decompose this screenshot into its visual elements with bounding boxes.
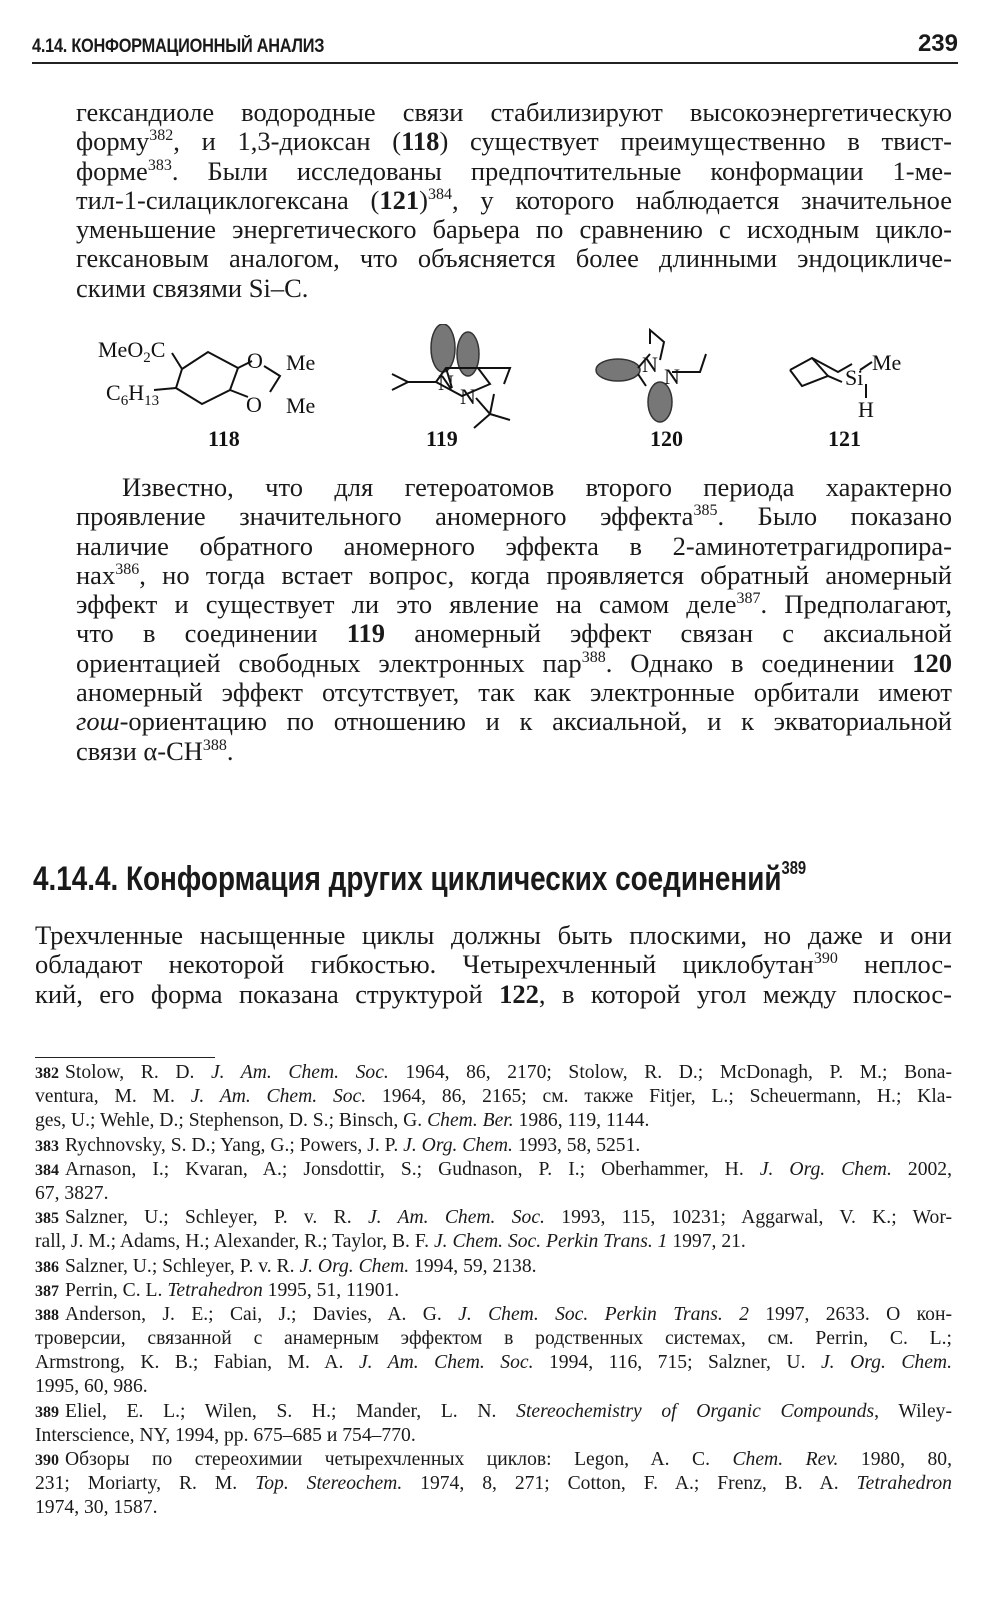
footnote-number: 382 [35, 1065, 59, 1082]
text-line: гош-ориентацию по отношению и к аксиальной, и к экваториальной [76, 706, 952, 737]
compound-ref: 120 [912, 647, 952, 678]
paragraph-3 [35, 921, 952, 1009]
structure-119 [392, 324, 510, 428]
text-line: что в соединении 119 аномерный эффект связан с аксиальной [76, 618, 952, 649]
footnote-line: 231; Moriarty, R. M. Top. Stereochem. 1974, 8, 271; Cotton, F. A.; Frenz, B. A. Tetrahedron [35, 1473, 952, 1495]
footnote-number: 383 [35, 1137, 59, 1155]
italic-term: гош [76, 706, 120, 737]
citation-ref: 387 [736, 590, 761, 608]
footnote-388 [35, 1303, 952, 1400]
footnote-line: 382 Stolow, R. D. J. Am. Chem. Soc. 1964, 86, 2170; Stolow, R. D.; McDonagh, P. M.; Bona- [35, 1062, 952, 1083]
citation-ref: 390 [813, 950, 838, 968]
nitrogen-atom: N [460, 384, 476, 409]
compound-label-120: 120 [650, 426, 683, 451]
footnote-line: 67, 3827. [35, 1182, 109, 1204]
footnotes [35, 1061, 952, 1521]
footnote-line: 388 Anderson, J. E.; Cai, J.; Davies, A. G. J. Chem. Soc. Perkin Trans. 2 1997, 2633. О кон- [35, 1303, 952, 1325]
citation-ref: 388 [202, 736, 227, 754]
structure-118-methyl: Me [286, 350, 316, 375]
text-line: тил-1-силациклогексана $(121)^{384}$, у которого наблюдается значительное [76, 184, 952, 215]
compound-ref: 118 [401, 126, 440, 157]
structure-121-hydrogen: H [858, 397, 874, 422]
footnote-rule [35, 1057, 215, 1058]
citation-ref: 386 [115, 560, 140, 578]
footnote-line: 1974, 30, 1587. [35, 1497, 158, 1519]
text-line: гексановым аналогом, что объясняется более длинными эндоцикличе- [76, 243, 952, 274]
section-heading: 4.14.4. Конформация других циклических соединений$^{389}$ [33, 858, 807, 898]
compound-label-118: 118 [208, 426, 240, 451]
citation-ref: 385 [693, 502, 718, 520]
footnote-385 [35, 1206, 952, 1254]
chemical-structures [90, 324, 950, 459]
citation-ref: 383 [147, 156, 172, 174]
footnote-383 [35, 1134, 952, 1158]
footnote-line: 386 Salzner, U.; Schleyer, P. v. R. J. Org. Chem. 1994, 59, 2138. [35, 1255, 537, 1277]
footnote-line: Armstrong, K. B.; Fabian, M. A. J. Am. Chem. Soc. 1994, 116, 715; Salzner, U. J. Org. Chem. [35, 1352, 952, 1374]
lone-pair-orbital [431, 324, 455, 372]
lone-pair-orbital [457, 332, 479, 376]
structure-118-meo2c: MeO$_2$C [98, 337, 166, 366]
footnote-number: 387 [35, 1282, 59, 1300]
structures-figure [90, 324, 950, 459]
text-line: наличие обратного аномерного эффекта в 2-аминотетрагидропира- [76, 530, 952, 561]
text-line: проявление значительного аномерного эффекта$^{385}$. Было показано [76, 501, 952, 532]
footnote-number: 385 [35, 1210, 59, 1228]
nitrogen-atom: N [642, 352, 658, 377]
text-line: форме$^{383}$. Были исследованы предпочтительные конформации 1-ме- [76, 155, 952, 186]
footnote-382 [35, 1061, 952, 1134]
structure-120 [596, 330, 706, 422]
footnote-386 [35, 1255, 952, 1279]
footnote-390 [35, 1448, 952, 1521]
text-line: форму$^{382}$, и 1,3-диоксан (118) существует преимущественно в твист- [76, 126, 952, 157]
citation-ref: 389 [781, 858, 807, 878]
text-line: обладают некоторой гибкостью. Четырехчленный циклобутан$^{390}$ неплос- [35, 949, 952, 980]
structure-121 [790, 350, 901, 422]
citation-ref: 384 [427, 185, 452, 203]
paragraph-1 [76, 98, 952, 303]
text-line: ориентацией свободных электронных пар$^{388}$. Однако в соединении 120 [76, 647, 952, 678]
footnote-number: 390 [35, 1452, 59, 1469]
lone-pair-orbital [596, 359, 640, 381]
structure-118-c6h13: $C_6H_{13}$ [106, 380, 160, 409]
text-line: нах$^{386}$, но тогда встает вопрос, когда проявляется обратный аномерный [76, 559, 952, 590]
silicon-atom: Si [845, 365, 864, 390]
paragraph-2 [76, 473, 952, 766]
footnote-line: 389 Eliel, E. L.; Wilen, S. H.; Mander, L. N. Stereochemistry of Organic Compounds, Wiley- [35, 1400, 953, 1422]
footnote-number: 388 [35, 1306, 59, 1324]
footnote-line: Interscience, NY, 1994, pp. 675–685 и 754–770. [35, 1424, 416, 1446]
nitrogen-atom: N [438, 370, 454, 395]
footnote-line: троверсии, связанной с анамерным эффектом в родственных системах, см. Perrin, C. L.; [35, 1328, 952, 1350]
footnote-389 [35, 1400, 952, 1448]
page-number: 239 [917, 30, 958, 57]
text-line: Известно, что для гетероатомов второго периода характерно [122, 472, 952, 502]
running-head [32, 24, 958, 64]
footnote-384 [35, 1158, 952, 1206]
text-line: гександиоле водородные связи стабилизируют высокоэнергетическую [76, 97, 952, 127]
text-line: связи α-CH$^{388}$. [76, 735, 234, 766]
text-line: Трехчленные насыщенные циклы должны быть плоскими, но даже и они [35, 920, 952, 950]
structure-121-methyl: Me [872, 350, 902, 375]
footnote-line: 384 Arnason, I.; Kvaran, A.; Jonsdottir, S.; Gudnason, P. I.; Oberhammer, H. J. Org. Chem. 2002, [35, 1158, 953, 1180]
footnote-number: 389 [35, 1403, 59, 1421]
structure-118-oxygen: O [246, 392, 262, 417]
structure-118-methyl: Me [286, 393, 316, 418]
citation-ref: 382 [149, 127, 174, 145]
compound-ref: 121 [379, 184, 420, 215]
footnote-line: 385 Salzner, U.; Schleyer, P. v. R. J. Am. Chem. Soc. 1993, 115, 10231; Aggarwal, V. K.; Wor- [35, 1207, 952, 1229]
compound-ref: 122 [499, 978, 539, 1009]
footnote-number: 384 [35, 1161, 59, 1179]
text-line: аномерный эффект отсутствует, так как электронные орбитали имеют [76, 677, 952, 708]
compound-label-119: 119 [426, 426, 458, 451]
footnote-line: ges, U.; Wehle, D.; Stephenson, D. S.; Binsch, G. Chem. Ber. 1986, 119, 1144. [35, 1110, 650, 1132]
footnote-line: 383 Rychnovsky, S. D.; Yang, G.; Powers, J. P. J. Org. Chem. 1993, 58, 5251. [35, 1134, 641, 1156]
footnote-number: 386 [35, 1258, 59, 1276]
text-line: уменьшение энергетического барьера по сравнению с исходным цикло- [76, 214, 952, 245]
running-head-title: 4.14. КОНФОРМАЦИОННЫЙ АНАЛИЗ [32, 36, 325, 57]
text-line: скими связями Si–C. [76, 272, 309, 303]
compound-ref: 119 [346, 618, 386, 649]
structure-118-oxygen: O [247, 348, 263, 373]
footnote-line: 387 Perrin, C. L. Tetrahedron 1995, 51, 11901. [35, 1279, 400, 1301]
citation-ref: 388 [581, 648, 606, 666]
footnote-line: 1995, 60, 986. [35, 1376, 148, 1398]
text-line: эффект и существует ли это явление на самом деле$^{387}$. Предполагают, [76, 589, 952, 620]
nitrogen-atom: N [664, 364, 680, 389]
footnote-line: rall, J. M.; Adams, H.; Alexander, R.; Taylor, B. F. J. Chem. Soc. Perkin Trans. 1 1997, 21. [35, 1231, 746, 1253]
footnote-line: ventura, M. M. J. Am. Chem. Soc. 1964, 86, 2165; см. также Fitjer, L.; Scheuermann, H.; Kla- [35, 1086, 952, 1108]
footnote-387 [35, 1279, 952, 1303]
compound-label-121: 121 [828, 426, 861, 451]
footnote-line: 390 Обзоры по стереохимии четырехчленных циклов: Legon, A. C. Chem. Rev. 1980, 80, [35, 1449, 952, 1470]
text-line: кий, его форма показана структурой 122, в которой угол между плоскос- [35, 978, 952, 1009]
